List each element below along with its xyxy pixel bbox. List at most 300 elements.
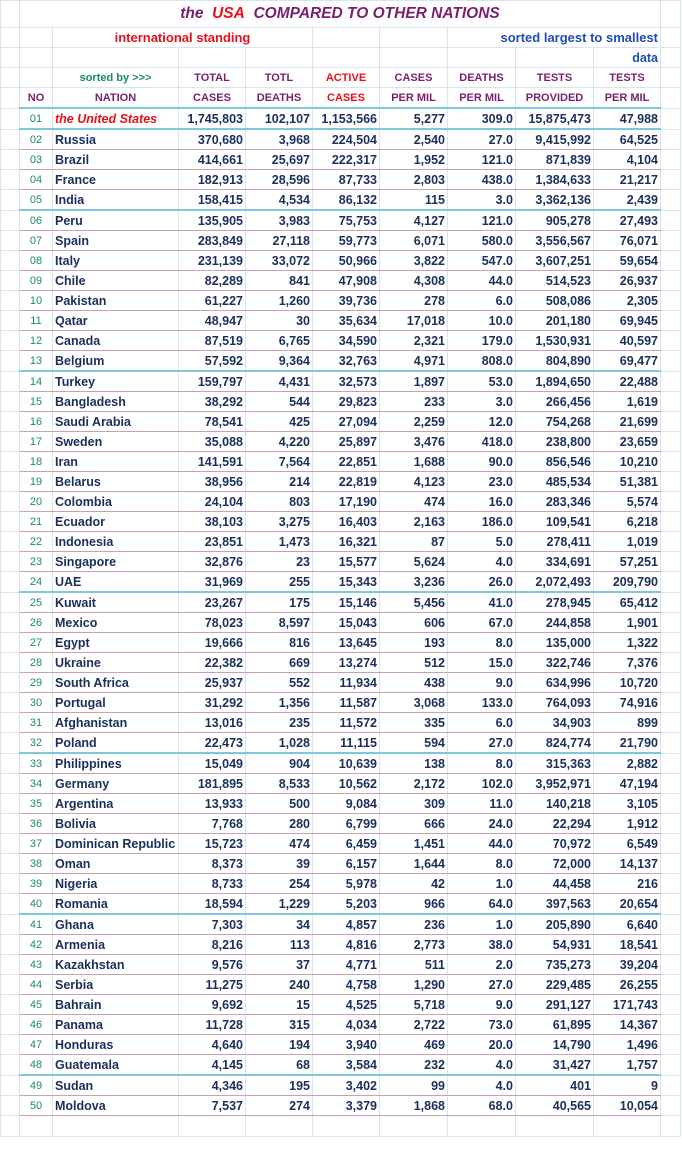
table-row [1,673,681,693]
total-deaths: 254 [246,874,313,894]
tests-provided: 397,563 [516,894,594,915]
cases-per-mil: 6,071 [380,231,448,251]
tests-provided: 824,774 [516,733,594,754]
tests-provided: 22,294 [516,814,594,834]
deaths-per-mil: 64.0 [448,894,516,915]
active-cases: 39,736 [313,291,380,311]
header-row-1 [1,68,681,88]
cases-per-mil: 2,163 [380,512,448,532]
total-cases: 8,216 [179,935,246,955]
subtitle-right: sorted largest to smallest [448,28,661,48]
total-deaths: 3,275 [246,512,313,532]
tests-per-mil: 57,251 [594,552,661,572]
row-number: 25 [20,592,53,613]
total-deaths: 552 [246,673,313,693]
title-row [1,1,681,28]
row-number: 48 [20,1055,53,1076]
tests-provided: 514,523 [516,271,594,291]
row-number: 20 [20,492,53,512]
tests-per-mil: 69,945 [594,311,661,331]
nation-name: Armenia [53,935,179,955]
deaths-per-mil: 6.0 [448,291,516,311]
total-cases: 1,745,803 [179,108,246,129]
deaths-per-mil: 11.0 [448,794,516,814]
tests-provided: 238,800 [516,432,594,452]
total-cases: 370,680 [179,129,246,150]
active-cases: 1,153,566 [313,108,380,129]
data-label: data [594,48,661,68]
total-cases: 11,275 [179,975,246,995]
nation-name: Argentina [53,794,179,814]
active-cases: 3,940 [313,1035,380,1055]
deaths-per-mil: 15.0 [448,653,516,673]
tests-provided: 31,427 [516,1055,594,1076]
deaths-per-mil: 44.0 [448,834,516,854]
tests-per-mil: 20,654 [594,894,661,915]
total-deaths: 33,072 [246,251,313,271]
cases-per-mil: 2,773 [380,935,448,955]
tests-provided: 140,218 [516,794,594,814]
row-number: 29 [20,673,53,693]
cases-per-mil: 233 [380,392,448,412]
hdr-total-deaths-2: DEATHS [246,88,313,109]
active-cases: 4,857 [313,914,380,935]
data-word-row [1,48,681,68]
cases-per-mil: 594 [380,733,448,754]
table-row [1,512,681,532]
deaths-per-mil: 438.0 [448,170,516,190]
cases-per-mil: 232 [380,1055,448,1076]
total-deaths: 4,220 [246,432,313,452]
deaths-per-mil: 27.0 [448,975,516,995]
tests-provided: 229,485 [516,975,594,995]
table-row [1,412,681,432]
deaths-per-mil: 547.0 [448,251,516,271]
table-row [1,170,681,190]
tests-per-mil: 209,790 [594,572,661,593]
total-deaths: 8,533 [246,774,313,794]
row-number: 36 [20,814,53,834]
active-cases: 3,402 [313,1075,380,1096]
deaths-per-mil: 90.0 [448,452,516,472]
hdr-total-deaths-1: TOTL [246,68,313,88]
tests-per-mil: 74,916 [594,693,661,713]
total-cases: 11,728 [179,1015,246,1035]
cases-per-mil: 5,718 [380,995,448,1015]
cases-per-mil: 4,971 [380,351,448,372]
total-deaths: 1,229 [246,894,313,915]
nation-name: Dominican Republic [53,834,179,854]
cases-per-mil: 1,868 [380,1096,448,1116]
cases-per-mil: 309 [380,794,448,814]
table-row [1,894,681,915]
total-deaths: 30 [246,311,313,331]
active-cases: 13,645 [313,633,380,653]
total-deaths: 816 [246,633,313,653]
table-row [1,251,681,271]
deaths-per-mil: 26.0 [448,572,516,593]
nation-name: South Africa [53,673,179,693]
active-cases: 11,572 [313,713,380,733]
table-row [1,834,681,854]
hdr-cases-per-mil-2: PER MIL [380,88,448,109]
nation-name: Sudan [53,1075,179,1096]
cases-per-mil: 138 [380,753,448,774]
nation-name: Brazil [53,150,179,170]
total-deaths: 669 [246,653,313,673]
table-row [1,432,681,452]
tests-provided: 315,363 [516,753,594,774]
active-cases: 87,733 [313,170,380,190]
table-row [1,108,681,129]
tests-per-mil: 2,882 [594,753,661,774]
tests-provided: 266,456 [516,392,594,412]
active-cases: 10,562 [313,774,380,794]
total-cases: 15,723 [179,834,246,854]
tests-provided: 201,180 [516,311,594,331]
tests-provided: 44,458 [516,874,594,894]
tests-per-mil: 27,493 [594,210,661,231]
active-cases: 5,203 [313,894,380,915]
total-deaths: 6,765 [246,331,313,351]
deaths-per-mil: 73.0 [448,1015,516,1035]
cases-per-mil: 469 [380,1035,448,1055]
total-deaths: 8,597 [246,613,313,633]
table-row [1,1055,681,1076]
tests-per-mil: 6,218 [594,512,661,532]
hdr-cases-per-mil-1: CASES [380,68,448,88]
total-cases: 38,292 [179,392,246,412]
total-deaths: 841 [246,271,313,291]
deaths-per-mil: 53.0 [448,371,516,392]
cases-per-mil: 1,644 [380,854,448,874]
total-cases: 7,768 [179,814,246,834]
row-number: 18 [20,452,53,472]
active-cases: 22,819 [313,472,380,492]
tests-provided: 905,278 [516,210,594,231]
row-number: 16 [20,412,53,432]
nation-name: Moldova [53,1096,179,1116]
cases-per-mil: 2,722 [380,1015,448,1035]
total-cases: 141,591 [179,452,246,472]
deaths-per-mil: 24.0 [448,814,516,834]
tests-provided: 1,894,650 [516,371,594,392]
total-cases: 159,797 [179,371,246,392]
deaths-per-mil: 9.0 [448,673,516,693]
tests-provided: 135,000 [516,633,594,653]
nation-name: Iran [53,452,179,472]
deaths-per-mil: 23.0 [448,472,516,492]
title-prefix: the [180,5,204,22]
total-deaths: 3,983 [246,210,313,231]
nation-name: Nigeria [53,874,179,894]
hdr-active-cases-1: ACTIVE [313,68,380,88]
total-cases: 35,088 [179,432,246,452]
nation-name: India [53,190,179,211]
tests-per-mil: 40,597 [594,331,661,351]
table-row [1,1015,681,1035]
total-deaths: 255 [246,572,313,593]
deaths-per-mil: 41.0 [448,592,516,613]
tests-per-mil: 39,204 [594,955,661,975]
row-number: 09 [20,271,53,291]
row-number: 04 [20,170,53,190]
active-cases: 15,577 [313,552,380,572]
tests-per-mil: 2,439 [594,190,661,211]
total-cases: 7,537 [179,1096,246,1116]
deaths-per-mil: 6.0 [448,713,516,733]
cases-per-mil: 1,290 [380,975,448,995]
nation-name: Mexico [53,613,179,633]
tests-per-mil: 22,488 [594,371,661,392]
nation-name: Panama [53,1015,179,1035]
row-number: 03 [20,150,53,170]
tests-provided: 278,945 [516,592,594,613]
active-cases: 11,934 [313,673,380,693]
row-number: 50 [20,1096,53,1116]
cases-per-mil: 5,277 [380,108,448,129]
subtitle-left: international standing [53,28,313,48]
active-cases: 29,823 [313,392,380,412]
row-number: 22 [20,532,53,552]
row-number: 32 [20,733,53,754]
active-cases: 16,403 [313,512,380,532]
nation-name: Indonesia [53,532,179,552]
cases-per-mil: 606 [380,613,448,633]
row-number: 17 [20,432,53,452]
row-number: 47 [20,1035,53,1055]
total-deaths: 544 [246,392,313,412]
table-row [1,311,681,331]
tests-provided: 735,273 [516,955,594,975]
tests-provided: 334,691 [516,552,594,572]
nation-name: Kazakhstan [53,955,179,975]
table-row [1,854,681,874]
cases-per-mil: 438 [380,673,448,693]
table-row [1,995,681,1015]
tests-per-mil: 899 [594,713,661,733]
cases-per-mil: 4,127 [380,210,448,231]
deaths-per-mil: 1.0 [448,874,516,894]
total-deaths: 474 [246,834,313,854]
deaths-per-mil: 418.0 [448,432,516,452]
tests-per-mil: 47,194 [594,774,661,794]
row-number: 23 [20,552,53,572]
tests-provided: 804,890 [516,351,594,372]
active-cases: 3,379 [313,1096,380,1116]
deaths-per-mil: 8.0 [448,854,516,874]
table-row [1,975,681,995]
sorted-by-label: sorted by >>> [53,68,179,88]
nation-name: Peru [53,210,179,231]
nation-name: Romania [53,894,179,915]
cases-per-mil: 1,688 [380,452,448,472]
total-deaths: 280 [246,814,313,834]
total-deaths: 28,596 [246,170,313,190]
table-row [1,633,681,653]
tests-provided: 109,541 [516,512,594,532]
total-deaths: 904 [246,753,313,774]
cases-per-mil: 2,803 [380,170,448,190]
deaths-per-mil: 10.0 [448,311,516,331]
tests-provided: 322,746 [516,653,594,673]
total-deaths: 3,968 [246,129,313,150]
cases-per-mil: 2,321 [380,331,448,351]
deaths-per-mil: 9.0 [448,995,516,1015]
nation-name: Saudi Arabia [53,412,179,432]
tests-per-mil: 59,654 [594,251,661,271]
tests-per-mil: 7,376 [594,653,661,673]
nation-name: Philippines [53,753,179,774]
table-row [1,914,681,935]
tests-provided: 14,790 [516,1035,594,1055]
hdr-deaths-per-mil-1: DEATHS [448,68,516,88]
table-row [1,653,681,673]
row-number: 06 [20,210,53,231]
row-number: 38 [20,854,53,874]
total-cases: 24,104 [179,492,246,512]
tests-per-mil: 6,640 [594,914,661,935]
total-cases: 48,947 [179,311,246,331]
row-number: 28 [20,653,53,673]
tests-provided: 508,086 [516,291,594,311]
row-number: 31 [20,713,53,733]
total-deaths: 25,697 [246,150,313,170]
hdr-tests-provided-2: PROVIDED [516,88,594,109]
active-cases: 3,584 [313,1055,380,1076]
tests-provided: 634,996 [516,673,594,693]
total-deaths: 23 [246,552,313,572]
active-cases: 6,799 [313,814,380,834]
active-cases: 15,043 [313,613,380,633]
tests-per-mil: 26,937 [594,271,661,291]
table-row [1,472,681,492]
tests-per-mil: 1,912 [594,814,661,834]
row-number: 30 [20,693,53,713]
active-cases: 4,816 [313,935,380,955]
table-row [1,452,681,472]
total-cases: 78,541 [179,412,246,432]
table-row [1,613,681,633]
deaths-per-mil: 102.0 [448,774,516,794]
table-row [1,794,681,814]
total-deaths: 1,356 [246,693,313,713]
tests-provided: 856,546 [516,452,594,472]
total-deaths: 240 [246,975,313,995]
row-number: 02 [20,129,53,150]
table-row [1,572,681,593]
deaths-per-mil: 38.0 [448,935,516,955]
row-number: 10 [20,291,53,311]
total-cases: 4,640 [179,1035,246,1055]
active-cases: 25,897 [313,432,380,452]
cases-per-mil: 1,451 [380,834,448,854]
active-cases: 32,573 [313,371,380,392]
tests-per-mil: 4,104 [594,150,661,170]
tests-per-mil: 69,477 [594,351,661,372]
total-cases: 23,267 [179,592,246,613]
cases-per-mil: 236 [380,914,448,935]
row-number: 43 [20,955,53,975]
deaths-per-mil: 12.0 [448,412,516,432]
nation-name: UAE [53,572,179,593]
cases-per-mil: 2,540 [380,129,448,150]
total-cases: 13,016 [179,713,246,733]
tests-per-mil: 64,525 [594,129,661,150]
deaths-per-mil: 4.0 [448,1075,516,1096]
nation-name: Chile [53,271,179,291]
row-number: 12 [20,331,53,351]
total-cases: 15,049 [179,753,246,774]
table-row [1,351,681,372]
total-deaths: 214 [246,472,313,492]
tests-provided: 244,858 [516,613,594,633]
table-row [1,331,681,351]
active-cases: 4,758 [313,975,380,995]
total-deaths: 1,473 [246,532,313,552]
deaths-per-mil: 67.0 [448,613,516,633]
tests-provided: 871,839 [516,150,594,170]
tests-per-mil: 1,619 [594,392,661,412]
total-cases: 31,292 [179,693,246,713]
cases-per-mil: 193 [380,633,448,653]
tests-provided: 3,362,136 [516,190,594,211]
active-cases: 86,132 [313,190,380,211]
tests-provided: 3,952,971 [516,774,594,794]
total-cases: 181,895 [179,774,246,794]
row-number: 37 [20,834,53,854]
nation-name: Bangladesh [53,392,179,412]
tests-provided: 9,415,992 [516,129,594,150]
row-number: 45 [20,995,53,1015]
tests-per-mil: 1,901 [594,613,661,633]
active-cases: 224,504 [313,129,380,150]
cases-per-mil: 1,952 [380,150,448,170]
total-deaths: 195 [246,1075,313,1096]
deaths-per-mil: 16.0 [448,492,516,512]
tests-per-mil: 171,743 [594,995,661,1015]
deaths-per-mil: 27.0 [448,129,516,150]
nation-name: Serbia [53,975,179,995]
total-deaths: 315 [246,1015,313,1035]
total-cases: 13,933 [179,794,246,814]
hdr-total-cases-2: CASES [179,88,246,109]
deaths-per-mil: 580.0 [448,231,516,251]
tests-per-mil: 76,071 [594,231,661,251]
active-cases: 15,343 [313,572,380,593]
tests-provided: 54,931 [516,935,594,955]
total-cases: 61,227 [179,291,246,311]
deaths-per-mil: 8.0 [448,753,516,774]
active-cases: 5,978 [313,874,380,894]
cases-per-mil: 87 [380,532,448,552]
cases-per-mil: 2,259 [380,412,448,432]
total-deaths: 37 [246,955,313,975]
total-cases: 8,373 [179,854,246,874]
total-cases: 19,666 [179,633,246,653]
cases-per-mil: 5,456 [380,592,448,613]
active-cases: 75,753 [313,210,380,231]
nation-name: Ukraine [53,653,179,673]
table-row [1,190,681,211]
deaths-per-mil: 1.0 [448,914,516,935]
cases-per-mil: 278 [380,291,448,311]
tests-per-mil: 23,659 [594,432,661,452]
nation-name: Portugal [53,693,179,713]
deaths-per-mil: 808.0 [448,351,516,372]
tests-per-mil: 18,541 [594,935,661,955]
nation-name: Poland [53,733,179,754]
